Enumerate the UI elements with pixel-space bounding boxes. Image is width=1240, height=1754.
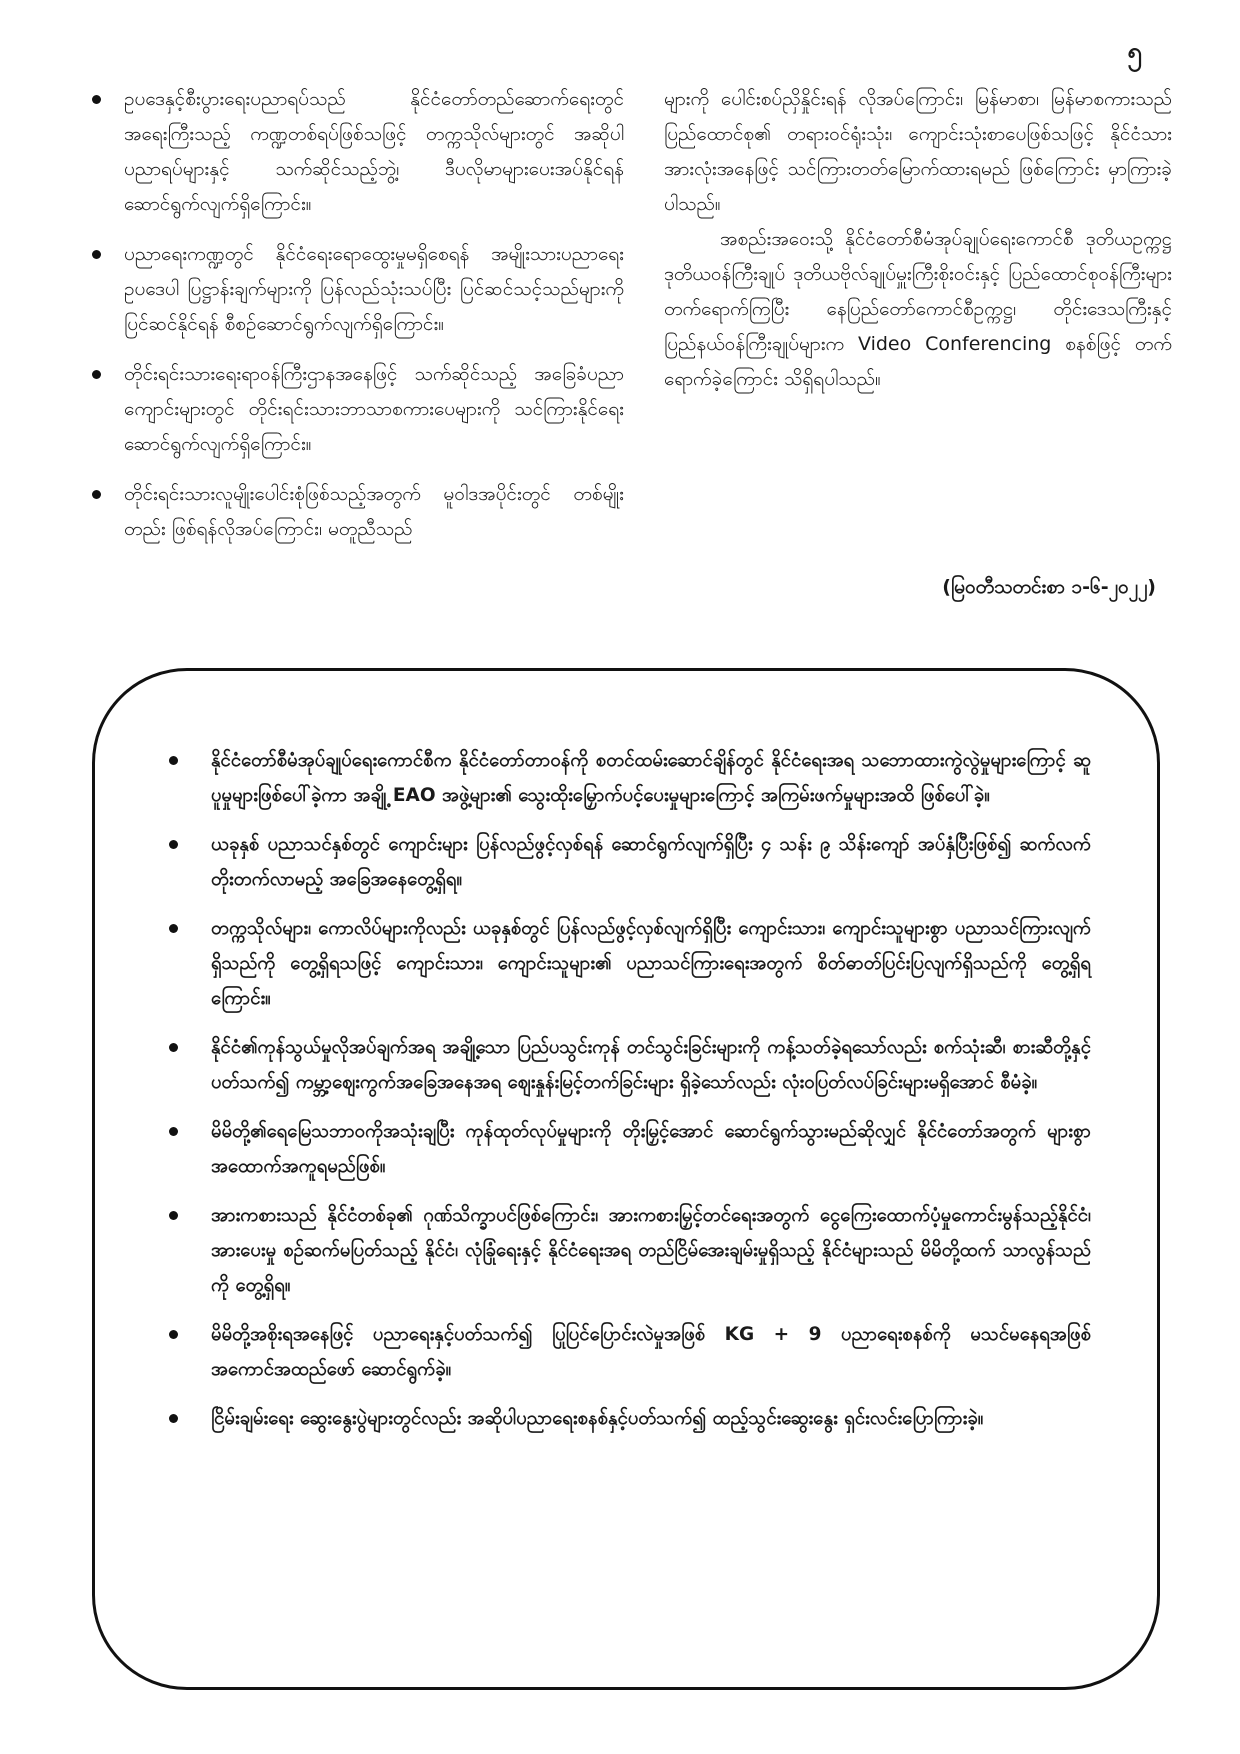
- page-number: ၅: [1127, 37, 1142, 67]
- summary-bullet-list: [157, 743, 1091, 1436]
- list-item: နိုင်ငံ၏ကုန်သွယ်မှုလိုအပ်ချက်အရ အချို့သော ပြည်ပသွင်းကုန် တင်သွင်းခြင်းများကို ကန့်သတ်ခဲ့ရသော်လည်း စက်သုံးဆီ၊ စားဆီတို့နှင့်ပတ်သက်၍ ကမ္ဘာ့ဈေးကွက်အခြေအနေအရ ဈေးနှုန်းမြင့်တက်ခြင်းများ ရှိခဲ့သော်လည်း လုံးဝပြတ်လပ်ခြင်းများမရှိအောင် စီမံခဲ့။: [157, 1030, 1091, 1100]
- list-item: တိုင်းရင်းသားရေးရာဝန်ကြီးဌာနအနေဖြင့် သက်ဆိုင်သည့် အခြေခံပညာကျောင်းများတွင် တိုင်းရင်းသားဘာသာစကားပေများကို သင်ကြားနိုင်ရေး ဆောင်ရွက်လျက်ရှိကြောင်း။: [86, 357, 624, 462]
- source-citation: (မြဝတီသတင်းစာ ၁-၆-၂၀၂၂): [942, 576, 1156, 598]
- list-item: တက္ကသိုလ်များ၊ ကောလိပ်များကိုလည်း ယခုနှစ်တွင် ပြန်လည်ဖွင့်လှစ်လျက်ရှိပြီး ကျောင်းသား၊ ကျောင်းသူများစွာ ပညာသင်ကြားလျက်ရှိသည်ကို တွေ့ရှိရသဖြင့် ကျောင်းသား၊ ကျောင်းသူများ၏ ပညာသင်ကြားရေးအတွက် စိတ်ဓာတ်ပြင်းပြလျက်ရှိသည်ကို တွေ့ရှိရကြောင်း။: [157, 911, 1091, 1016]
- right-column: [664, 82, 1172, 397]
- list-item: နိုင်ငံတော်စီမံအုပ်ချုပ်ရေးကောင်စီက နိုင်ငံတော်တာဝန်ကို စတင်ထမ်းဆောင်ချိန်တွင် နိုင်ငံရေးအရ သဘောထားကွဲလွဲမှုများကြောင့် ဆူပူမှုများဖြစ်ပေါ်ခဲ့ကာ အချို့ EAO အဖွဲ့များ၏ သွေးထိုးမြှောက်ပင့်ပေးမှုများကြောင့် အကြမ်းဖက်မှုများအထိ ဖြစ်ပေါ်ခဲ့။: [157, 743, 1091, 813]
- summary-box: [92, 668, 1160, 1690]
- list-item: တိုင်းရင်းသားလူမျိုးပေါင်းစုံဖြစ်သည့်အတွက် မူဝါဒအပိုင်းတွင် တစ်မျိုးတည်း ဖြစ်ရန်လိုအပ်ကြောင်း၊ မတူညီသည်: [86, 477, 624, 547]
- list-item: မိမိတို့အစိုးရအနေဖြင့် ပညာရေးနှင့်ပတ်သက်၍ ပြုပြင်ပြောင်းလဲမှုအဖြစ် KG + 9 ပညာရေးစနစ်ကို မသင်မနေရအဖြစ် အကောင်အထည်ဖော် ဆောင်ရွက်ခဲ့။: [157, 1317, 1091, 1387]
- list-item: အားကစားသည် နိုင်ငံတစ်ခု၏ ဂုဏ်သိက္ခာပင်ဖြစ်ကြောင်း၊ အားကစားမြှင့်တင်ရေးအတွက် ငွေကြေးထောက်ပံ့မှုကောင်းမွန်သည့်နိုင်ငံ၊ အားပေးမှု စဉ်ဆက်မပြတ်သည့် နိုင်ငံ၊ လုံခြုံရေးနှင့် နိုင်ငံရေးအရ တည်ငြိမ်အေးချမ်းမှုရှိသည့် နိုင်ငံများသည် မိမိတို့ထက် သာလွန်သည်ကို တွေ့ရှိရ။: [157, 1198, 1091, 1303]
- list-item: ပညာရေးကဏ္ဍတွင် နိုင်ငံရေးရောထွေးမှုမရှိစေရန် အမျိုးသားပညာရေးဥပဒေပါ ပြဋ္ဌာန်းချက်များကို ပြန်လည်သုံးသပ်ပြီး ပြင်ဆင်သင့်သည်များကို ပြင်ဆင်နိုင်ရန် စီစဉ်ဆောင်ရွက်လျက်ရှိကြောင်း။: [86, 237, 624, 342]
- left-column: [86, 82, 624, 562]
- attendance-paragraph: အစည်းအဝေးသို့ နိုင်ငံတော်စီမံအုပ်ချုပ်ရေးကောင်စီ ဒုတိယဥက္ကဋ္ဌ ဒုတိယဝန်ကြီးချုပ် ဒုတိယဗိုလ်ချုပ်မှူးကြီးစိုးဝင်းနှင့် ပြည်ထောင်စုဝန်ကြီးများ တက်ရောက်ကြပြီး နေပြည်တော်ကောင်စီဥက္ကဋ္ဌ၊ တိုင်းဒေသကြီးနှင့် ပြည်နယ်ဝန်ကြီးချုပ်များက Video Conferencing စနစ်ဖြင့် တက်ရောက်ခဲ့ကြောင်း သိရှိရပါသည်။: [664, 228, 1172, 390]
- list-item: ယခုနှစ် ပညာသင်နှစ်တွင် ကျောင်းများ ပြန်လည်ဖွင့်လှစ်ရန် ဆောင်ရွက်လျက်ရှိပြီး ၄ သန်း ၉ သိန်းကျော် အပ်နှံပြီးဖြစ်၍ ဆက်လက်တိုးတက်လာမည့် အခြေအနေတွေ့ရှိရ။: [157, 827, 1091, 897]
- continuation-paragraph: များကို ပေါင်းစပ်ညှိနှိုင်းရန် လိုအပ်ကြောင်း၊ မြန်မာစာ၊ မြန်မာစကားသည် ပြည်ထောင်စု၏ တရားဝင်ရုံးသုံး၊ ကျောင်းသုံးစာပေဖြစ်သဖြင့် နိုင်ငံသားအားလုံးအနေဖြင့် သင်ကြားတတ်မြောက်ထားရမည် ဖြစ်ကြောင်း မှာကြားခဲ့ပါသည်။: [664, 88, 1172, 215]
- list-item: ဥပဒေနှင့်စီးပွားရေးပညာရပ်သည် နိုင်ငံတော်တည်ဆောက်ရေးတွင် အရေးကြီးသည့် ကဏ္ဍတစ်ရပ်ဖြစ်သဖြင့် တက္ကသိုလ်များတွင် အဆိုပါပညာရပ်များနှင့် သက်ဆိုင်သည့်ဘွဲ့၊ ဒီပလိုမာများပေးအပ်နိုင်ရန် ဆောင်ရွက်လျက်ရှိကြောင်း။: [86, 82, 624, 222]
- list-item: ငြိမ်းချမ်းရေး ဆွေးနွေးပွဲများတွင်လည်း အဆိုပါပညာရေးစနစ်နှင့်ပတ်သက်၍ ထည့်သွင်းဆွေးနွေး ရှင်းလင်းပြောကြားခဲ့။: [157, 1401, 1091, 1436]
- left-bullet-list: [86, 82, 624, 547]
- list-item: မိမိတို့၏ရေမြေသဘာဝကိုအသုံးချပြီး ကုန်ထုတ်လုပ်မှုများကို တိုးမြှင့်အောင် ဆောင်ရွက်သွားမည်ဆိုလျှင် နိုင်ငံတော်အတွက် များစွာအထောက်အကူရမည်ဖြစ်။: [157, 1114, 1091, 1184]
